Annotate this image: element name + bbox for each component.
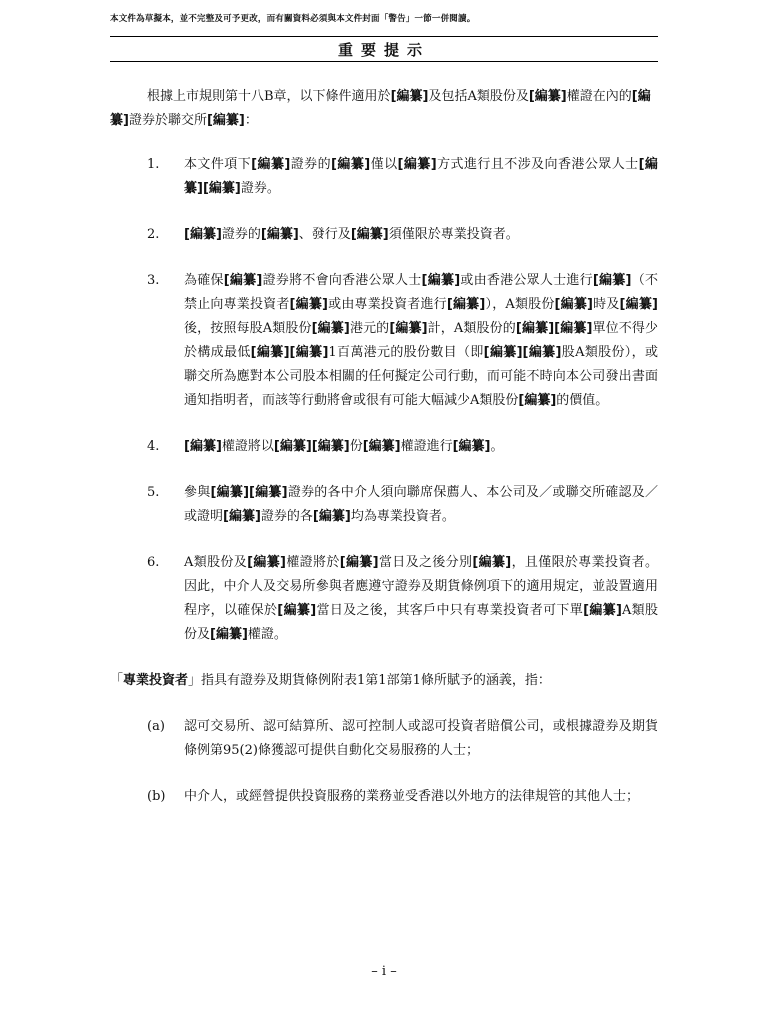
draft-disclaimer: 本文件為草擬本，並不完整及可予更改，而有關資料必須與本文件封面「警告」一節一併閱讀。 [110,14,476,24]
redacted-term: [編纂] [362,439,401,454]
condition-item [110,481,658,529]
text-run: 認可交易所、認可結算所、認可控制人或認可投資者賠償公司，或根據證券及期貨條例第95(2)條獲認可提供自動化交易服務的人士； [184,719,658,758]
definition-text [184,785,658,809]
redacted-term: [編纂] [247,555,286,570]
page-number: – i – [371,964,397,979]
text-run: 權證在內的 [566,89,632,104]
redacted-term: [編纂][編纂] [184,157,658,196]
definition-paragraph [110,669,658,693]
redacted-term: [編纂] [311,321,350,336]
condition-number: 2. [147,227,160,242]
redacted-term: 專業投資者 [123,673,189,688]
text-run: 證券於聯交所 [128,113,207,128]
redacted-term: [編纂] [260,227,299,242]
header-rule-bottom [110,61,658,62]
condition-item [110,435,658,459]
text-run: 當日及之後分別 [378,555,473,570]
redacted-term: [編纂] [184,227,222,242]
text-run: 中介人，或經營提供投資服務的業務並受香港以外地方的法律規管的其他人士； [184,789,640,804]
condition-item [110,153,658,201]
text-run: 後，按照每股A類股份 [184,321,312,336]
document-body [110,85,658,831]
condition-number: 3. [147,273,160,288]
redacted-term: [編纂] [251,157,291,172]
redacted-term: [編纂] [390,89,429,104]
redacted-term: [編纂][編纂] [515,321,593,336]
text-run: 、發行及 [298,227,351,242]
definition-text [184,715,658,763]
redacted-term: [編纂][編纂] [273,439,350,454]
text-run: （不禁止向專業投資者 [184,273,658,312]
text-run: 股A類股份），或聯交所為應對本公司股本相關的任何擬定公司行動，而可能不時向本公司發出書面通知指明者，而該等行動將會或很有可能大幅減少A類股份 [184,345,658,408]
text-run: 或由香港公眾人士進行 [460,273,593,288]
text-run: 證券。 [240,181,280,196]
redacted-term: [編纂] [554,297,593,312]
redacted-term: [編纂] [583,603,622,618]
text-run: 份 [349,439,363,454]
redacted-term: [編纂] [472,555,512,570]
text-run: 時及 [592,297,620,312]
redacted-term: [編纂] [421,273,461,288]
redacted-term: [編纂] [184,439,222,454]
text-run: 權證將以 [221,439,274,454]
conditions-list [110,153,658,647]
condition-number: 5. [147,485,160,500]
redacted-term: [編纂][編纂] [483,345,562,360]
redacted-term: [編纂] [528,89,567,104]
text-run: 計，A類股份的 [427,321,516,336]
redacted-term: [編纂] [206,113,245,128]
condition-text [184,153,658,201]
text-run: 證券的各 [260,509,313,524]
text-run: A類股份及 [184,555,248,570]
redacted-term: [編纂] [223,509,261,524]
condition-number: 4. [147,439,160,454]
text-run: 證券的各中介人須向聯席保薦人、本公司及／或聯交所確認及／或證明 [184,485,658,524]
redacted-term: [編纂] [397,157,437,172]
condition-number: 6. [147,555,160,570]
redacted-term: [編纂] [312,509,351,524]
definition-item [110,715,658,763]
redacted-term: [編纂] [223,273,263,288]
text-run: 或由專業投資者進行 [327,297,447,312]
text-run: 須僅限於專業投資者。 [388,227,519,242]
redacted-term: [編纂] [339,555,379,570]
redacted-term: [編纂] [277,603,317,618]
redacted-term: [編纂] [446,297,486,312]
text-run: ），A類股份 [485,297,555,312]
condition-text [184,223,658,247]
text-run: 港元的 [349,321,390,336]
text-run: 權證將於 [286,555,340,570]
condition-text [184,435,658,459]
definition-label: (b) [147,789,166,804]
text-run: A類股份及 [184,603,658,642]
text-run: 證券的 [221,227,261,242]
condition-item [110,551,658,647]
redacted-term: [編纂][編纂] [210,485,288,500]
text-run: 方式進行且不涉及向香港公眾人士 [436,157,639,172]
text-run: 權證。 [247,627,287,642]
text-run: 為確保 [184,273,224,288]
text-run: 僅以 [370,157,398,172]
redacted-term: [編纂] [452,439,491,454]
redacted-term: [編纂] [289,297,328,312]
redacted-term: [編纂] [110,89,651,128]
condition-item [110,269,658,413]
text-run: 參與 [184,485,211,500]
text-run: 均為專業投資者。 [350,509,455,524]
text-run: 單位不得少於構成最低 [184,321,658,360]
redacted-term: [編纂] [518,393,557,408]
definition-list [110,715,658,809]
redacted-term: [編纂] [389,321,428,336]
text-run: 根據上市規則第十八B章，以下條件適用於 [147,89,391,104]
text-run: 證券將不會向香港公眾人士 [262,273,422,288]
definition-item [110,785,658,809]
header-rule-top [110,36,658,37]
text-run: 及包括A類股份及 [428,89,529,104]
redacted-term: [編纂] [619,297,658,312]
text-run: 」指具有證券及期貨條例附表1第1部第1條所賦予的涵義，指： [188,673,551,688]
text-run: 「 [110,673,124,688]
redacted-term: [編纂] [210,627,248,642]
condition-text [184,551,658,647]
condition-text [184,269,658,413]
condition-item [110,223,658,247]
definition-label: (a) [147,719,165,734]
text-run: 權證進行 [400,439,453,454]
page-title: 重要提示 [337,41,430,59]
redacted-term: [編纂] [592,273,632,288]
text-run: 1百萬港元的股份數目（即 [328,345,484,360]
text-run: 當日及之後，其客戶中只有專業投資者可下單 [316,603,584,618]
condition-number: 1. [147,157,160,172]
text-run: 本文件項下 [184,157,252,172]
redacted-term: [編纂][編纂] [250,345,329,360]
condition-text [184,481,658,529]
redacted-term: [編纂] [350,227,389,242]
text-run: ： [244,113,258,128]
text-run: 證券的 [290,157,332,172]
text-run: 。 [490,439,504,454]
text-run: ，且僅限於專業投資者。因此，中介人及交易所參與者應遵守證券及期貨條例項下的適用規定，並設置適用程序，以確保於 [184,555,658,618]
intro-paragraph [110,85,658,133]
text-run: 的價值。 [556,393,609,408]
redacted-term: [編纂] [331,157,371,172]
